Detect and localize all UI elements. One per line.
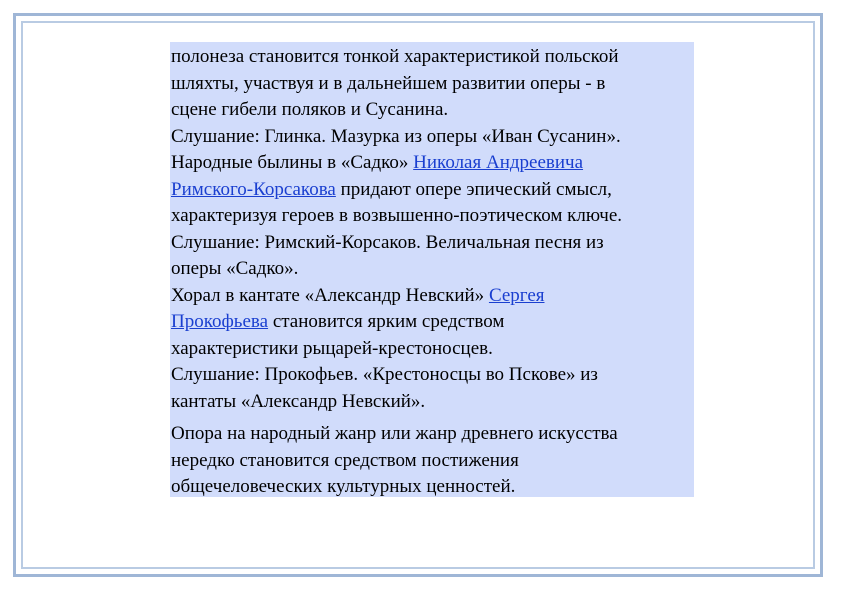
text-line: Слушание: Прокофьев. «Крестоносцы во Пскове» из: [171, 364, 598, 385]
text-line: оперы «Садко».: [171, 258, 299, 279]
text-line: шляхты, участвуя и в дальнейшем развитии оперы - в: [171, 72, 606, 94]
text-line: Слушание: Глинка. Мазурка из оперы «Иван Сусанин».: [171, 125, 621, 147]
link-rimsky-korsakov[interactable]: Николая Андреевича: [413, 152, 584, 173]
text-line: характеризуя героев в возвышенно-поэтическом ключе.: [171, 205, 623, 226]
text-line: Слушание: Римский-Корсаков. Величальная песня из: [171, 231, 604, 253]
text-line: [171, 309, 694, 336]
link-prokofiev[interactable]: Сергея: [488, 284, 545, 306]
text-line: кантаты «Александр Невский».: [171, 390, 426, 412]
text-line: [171, 283, 694, 310]
link-rimsky-korsakov-cont[interactable]: Римского-Корсакова: [171, 178, 336, 200]
text-segment: Хорал в кантате «Александр Невский»: [171, 284, 489, 306]
text-block: [170, 42, 694, 497]
text-line: сцене гибели поляков и Сусанина.: [171, 99, 449, 120]
text-line: характеристики рыцарей-крестоносцев.: [171, 337, 493, 359]
text-line: [171, 177, 694, 204]
text-line: полонеза становится тонкой характеристикой польской: [171, 46, 619, 67]
text-segment: становится ярким средством: [268, 311, 505, 332]
text-line: [171, 150, 694, 177]
text-segment: Народные былины в «Садко»: [171, 152, 414, 173]
link-prokofiev-cont[interactable]: Прокофьева: [171, 311, 269, 332]
text-line: общечеловеческих культурных ценностей.: [171, 476, 516, 497]
text-line: нередко становится средством постижения: [171, 449, 519, 471]
text-line: Опора на народный жанр или жанр древнего искусства: [171, 423, 618, 444]
text-segment: придают опере эпический смысл,: [335, 178, 612, 200]
